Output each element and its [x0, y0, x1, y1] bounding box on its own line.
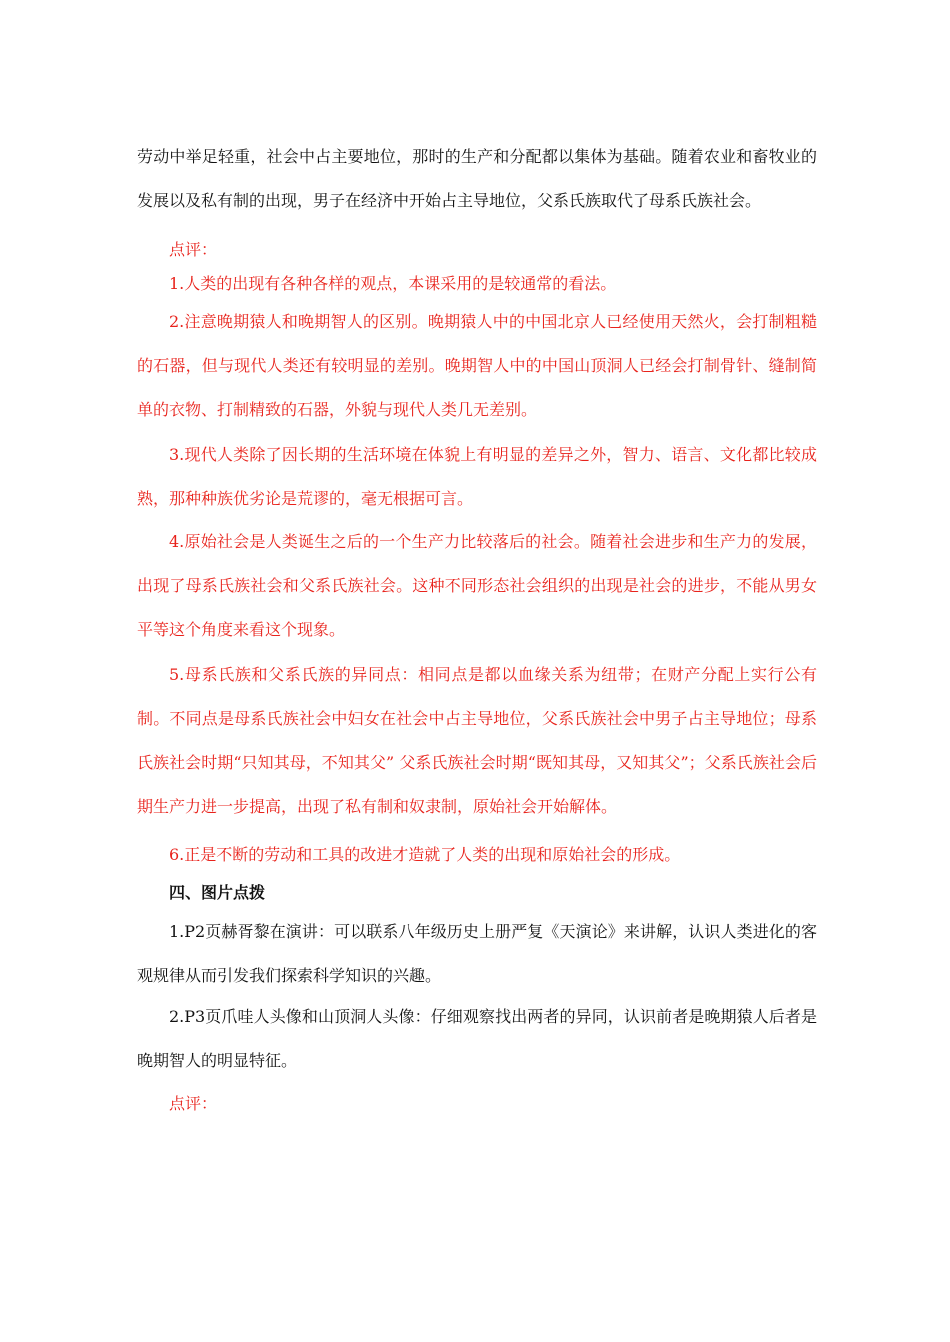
comment-item-6: 6.正是不断的劳动和工具的改进才造就了人类的出现和原始社会的形成。: [169, 845, 681, 864]
comment-item-2: 2.注意晚期猿人和晚期智人的区别。晚期猿人中的中国北京人已经使用天然火，会打制粗糙的石器，但与现代人类还有较明显的差别。晚期智人中的中国山顶洞人已经会打制骨针、缝制简单的衣物、打制精致的石器，外貌与现代人类几无差别。: [137, 312, 817, 419]
comment-item-4: 4.原始社会是人类诞生之后的一个生产力比较落后的社会。随着社会进步和生产力的发展，出现了母系氏族社会和父系氏族社会。这种不同形态社会组织的出现是社会的进步，不能从男女平等这个角度来看这个现象。: [137, 532, 817, 639]
picture-note-2: 2.P3页爪哇人头像和山顶洞人头像：仔细观察找出两者的异同，认识前者是晚期猿人后者是晚期智人的明显特征。: [137, 1007, 817, 1070]
intro-paragraph: 劳动中举足轻重，社会中占主要地位，那时的生产和分配都以集体为基础。随着农业和畜牧业的发展以及私有制的出现，男子在经济中开始占主导地位，父系氏族取代了母系氏族社会。: [137, 147, 817, 210]
comment-label-2: 点评：: [169, 1094, 218, 1113]
comment-label: 点评：: [169, 240, 218, 259]
comment-item-3: 3.现代人类除了因长期的生活环境在体貌上有明显的差异之外，智力、语言、文化都比较成熟，那种种族优劣论是荒谬的，毫无根据可言。: [137, 445, 817, 508]
comment-item-1: 1.人类的出现有各种各样的观点，本课采用的是较通常的看法。: [169, 274, 617, 293]
section-heading: 四、图片点拨: [169, 883, 266, 902]
picture-note-1: 1.P2页赫胥黎在演讲：可以联系八年级历史上册严复《天演论》来讲解，认识人类进化的客观规律从而引发我们探索科学知识的兴趣。: [137, 922, 817, 985]
comment-item-5: 5.母系氏族和父系氏族的异同点：相同点是都以血缘关系为纽带；在财产分配上实行公有制。不同点是母系氏族社会中妇女在社会中占主导地位，父系氏族社会中男子占主导地位；母系氏族社会时期“只知其母，不知其父” 父系氏族社会时期“既知其母，又知其父”；父系氏族社会后期生产力进一步提高，出现了私有制和奴隶制，原始社会开始解体。: [137, 665, 817, 816]
